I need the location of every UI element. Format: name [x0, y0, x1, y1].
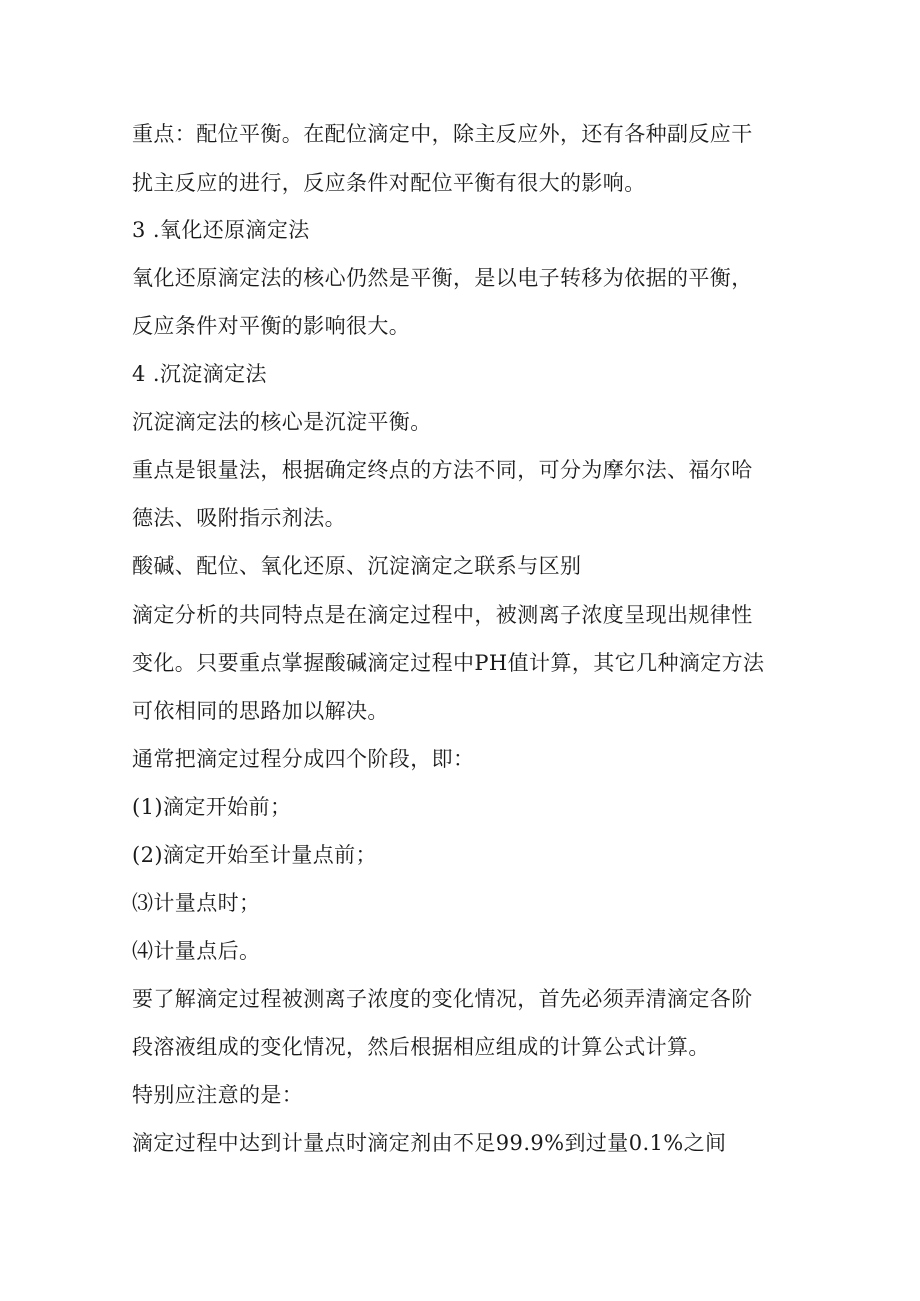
text-line: 可依相同的思路加以解决。 — [132, 699, 389, 723]
list-item: (1)滴定开始前； — [132, 795, 292, 819]
text-line: 段溶液组成的变化情况，然后根据相应组成的计算公式计算。 — [132, 1035, 710, 1059]
list-item: ⑷计量点后。 — [132, 939, 261, 963]
text-line: 滴定分析的共同特点是在滴定过程中，被测离子浓度呈现出规律性 — [132, 603, 753, 627]
list-item: ⑶计量点时； — [132, 891, 261, 915]
text-line: 沉淀滴定法的核心是沉淀平衡。 — [132, 410, 432, 434]
text-line: 特别应注意的是： — [132, 1083, 304, 1107]
text-line: 滴定过程中达到计量点时滴定剂由不足99.9%到过量0.1%之间 — [132, 1131, 727, 1155]
text-line: 重点是银量法，根据确定终点的方法不同，可分为摩尔法、福尔哈 — [132, 458, 753, 482]
text-line: 通常把滴定过程分成四个阶段，即： — [132, 747, 475, 771]
text-line: 扰主反应的进行，反应条件对配位平衡有很大的影响。 — [132, 171, 646, 195]
text-line: 氧化还原滴定法的核心仍然是平衡，是以电子转移为依据的平衡， — [132, 266, 753, 290]
text-line: 重点：配位平衡。在配位滴定中，除主反应外，还有各种副反应干 — [132, 122, 753, 146]
section-heading: 4 .沉淀滴定法 — [132, 362, 267, 386]
text-line: 德法、吸附指示剂法。 — [132, 506, 346, 530]
list-item: (2)滴定开始至计量点前； — [132, 843, 377, 867]
text-line: 要了解滴定过程被测离子浓度的变化情况，首先必须弄清滴定各阶 — [132, 987, 753, 1011]
text-line: 变化。只要重点掌握酸碱滴定过程中PH值计算，其它几种滴定方法 — [132, 651, 765, 675]
section-heading: 3 .氧化还原滴定法 — [132, 218, 310, 242]
text-line: 反应条件对平衡的影响很大。 — [132, 314, 411, 338]
section-heading: 酸碱、配位、氧化还原、沉淀滴定之联系与区别 — [132, 554, 582, 578]
